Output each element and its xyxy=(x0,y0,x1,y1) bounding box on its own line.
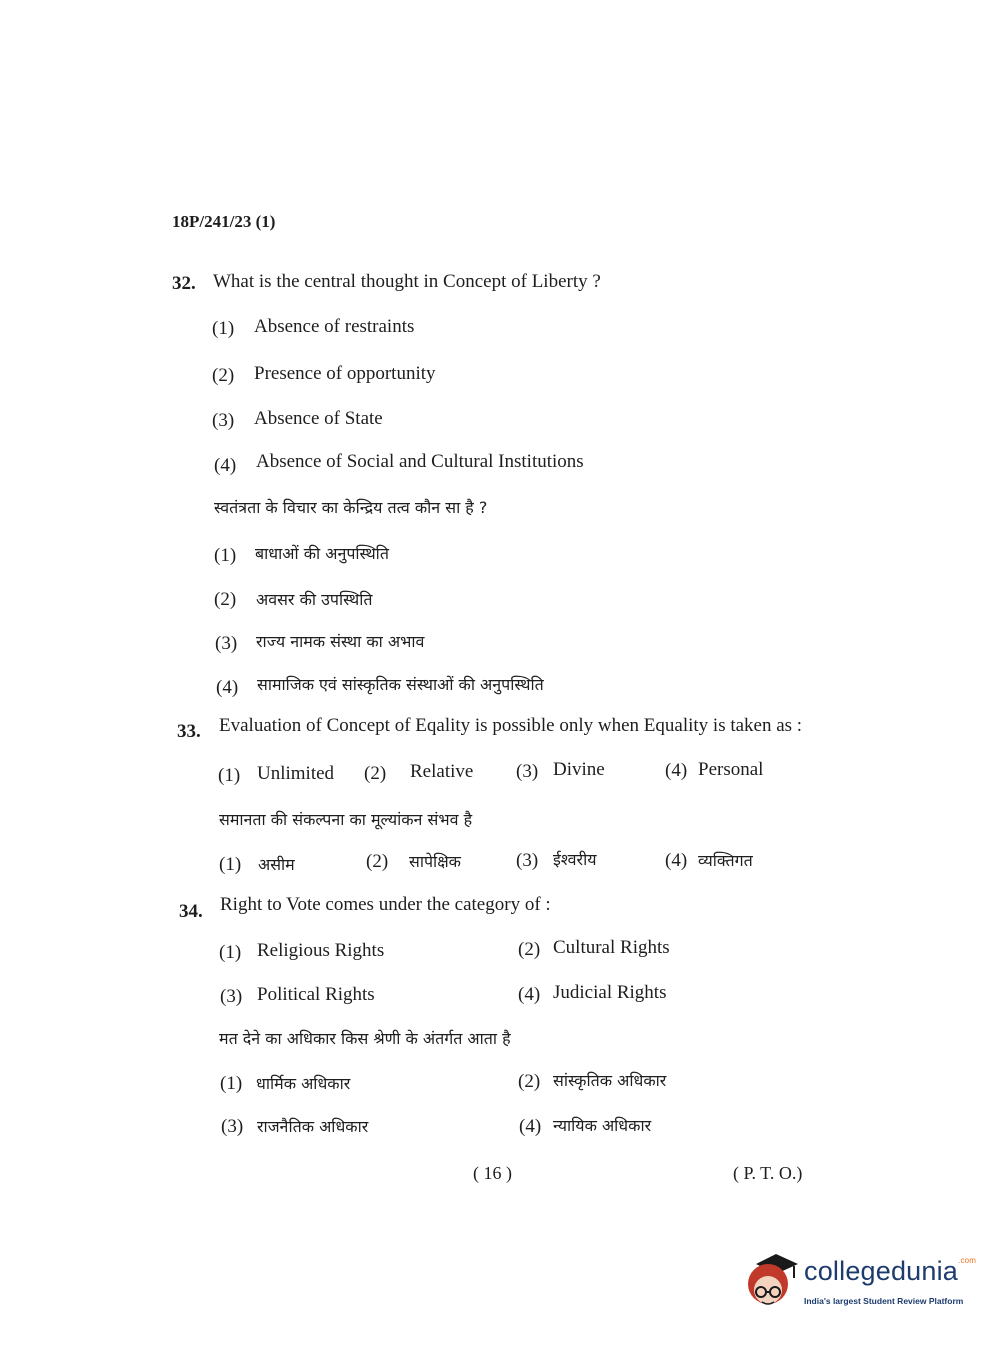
brand-domain: .com xyxy=(958,1256,977,1265)
option-number: (1) xyxy=(214,545,237,566)
question-text-hi: मत देने का अधिकार किस श्रेणी के अंतर्गत आता है xyxy=(219,1029,511,1048)
option-number: (4) xyxy=(518,984,541,1005)
option-number: (4) xyxy=(216,677,239,698)
brand-name xyxy=(804,1256,976,1287)
option-number: (3) xyxy=(212,410,235,431)
option-number: (1) xyxy=(219,942,242,963)
collegedunia-logo xyxy=(742,1250,977,1316)
option-text-hi: अवसर की उपस्थिति xyxy=(256,590,373,609)
option-number: (1) xyxy=(212,318,235,339)
option-number: (3) xyxy=(221,1116,244,1137)
option-text: Religious Rights xyxy=(257,940,385,961)
question-text-en: Right to Vote comes under the category of : xyxy=(220,894,551,915)
option-text-hi: सामाजिक एवं सांस्कृतिक संस्थाओं की अनुपस्थिति xyxy=(257,675,544,694)
pto-label: ( P. T. O.) xyxy=(733,1163,803,1183)
mascot-icon xyxy=(742,1250,802,1312)
option-number: (4) xyxy=(665,760,688,781)
option-text: Unlimited xyxy=(257,763,335,784)
option-number: (3) xyxy=(516,761,539,782)
option-text: Judicial Rights xyxy=(553,982,667,1003)
option-number: (3) xyxy=(516,850,539,871)
option-text: Presence of opportunity xyxy=(254,363,436,384)
question-text-en: Evaluation of Concept of Eqality is possible only when Equality is taken as : xyxy=(219,715,803,736)
option-number: (2) xyxy=(518,939,541,960)
option-number: (2) xyxy=(518,1071,541,1092)
paper-code: 18P/241/23 (1) xyxy=(172,212,276,231)
option-text-hi: राज्य नामक संस्था का अभाव xyxy=(256,632,425,651)
option-number: (2) xyxy=(214,589,237,610)
option-text-hi: असीम xyxy=(258,855,295,874)
option-number: (4) xyxy=(519,1116,542,1137)
option-text: Personal xyxy=(698,759,764,780)
option-text: Cultural Rights xyxy=(553,937,670,958)
option-text-hi: बाधाओं की अनुपस्थिति xyxy=(255,544,389,563)
question-number: 33. xyxy=(177,721,201,742)
option-number: (1) xyxy=(219,854,242,875)
option-text: Absence of State xyxy=(254,408,383,429)
option-number: (3) xyxy=(215,633,238,654)
brand-text: collegedunia xyxy=(804,1256,959,1286)
option-number: (4) xyxy=(214,455,237,476)
question-number: 34. xyxy=(179,901,203,922)
option-text: Relative xyxy=(410,761,474,782)
option-number: (2) xyxy=(364,763,387,784)
option-number: (2) xyxy=(212,365,235,386)
option-number: (3) xyxy=(220,986,243,1007)
option-text-hi: सापेक्षिक xyxy=(409,852,461,871)
option-text-hi: सांस्कृतिक अधिकार xyxy=(553,1071,667,1090)
option-number: (1) xyxy=(218,765,241,786)
question-text-en: What is the central thought in Concept of Liberty ? xyxy=(213,271,601,292)
option-text-hi: धार्मिक अधिकार xyxy=(256,1074,351,1093)
option-text-hi: राजनैतिक अधिकार xyxy=(257,1117,369,1136)
option-number: (1) xyxy=(220,1073,243,1094)
option-number: (4) xyxy=(665,850,688,871)
option-text-hi: व्यक्तिगत xyxy=(698,851,753,870)
option-text-hi: ईश्वरीय xyxy=(553,850,597,869)
question-number: 32. xyxy=(172,273,196,294)
option-text: Divine xyxy=(553,759,605,780)
option-text: Political Rights xyxy=(257,984,375,1005)
option-text-hi: न्यायिक अधिकार xyxy=(553,1116,652,1135)
question-text-hi: स्वतंत्रता के विचार का केन्द्रिय तत्व कौन सा है ? xyxy=(214,498,488,517)
option-text: Absence of restraints xyxy=(254,316,415,337)
option-number: (2) xyxy=(366,851,389,872)
option-text: Absence of Social and Cultural Institutions xyxy=(256,451,584,472)
question-text-hi: समानता की संकल्पना का मूल्यांकन संभव है xyxy=(219,810,473,829)
page-number: ( 16 ) xyxy=(473,1163,512,1183)
brand-tagline: India's largest Student Review Platform xyxy=(804,1296,964,1306)
